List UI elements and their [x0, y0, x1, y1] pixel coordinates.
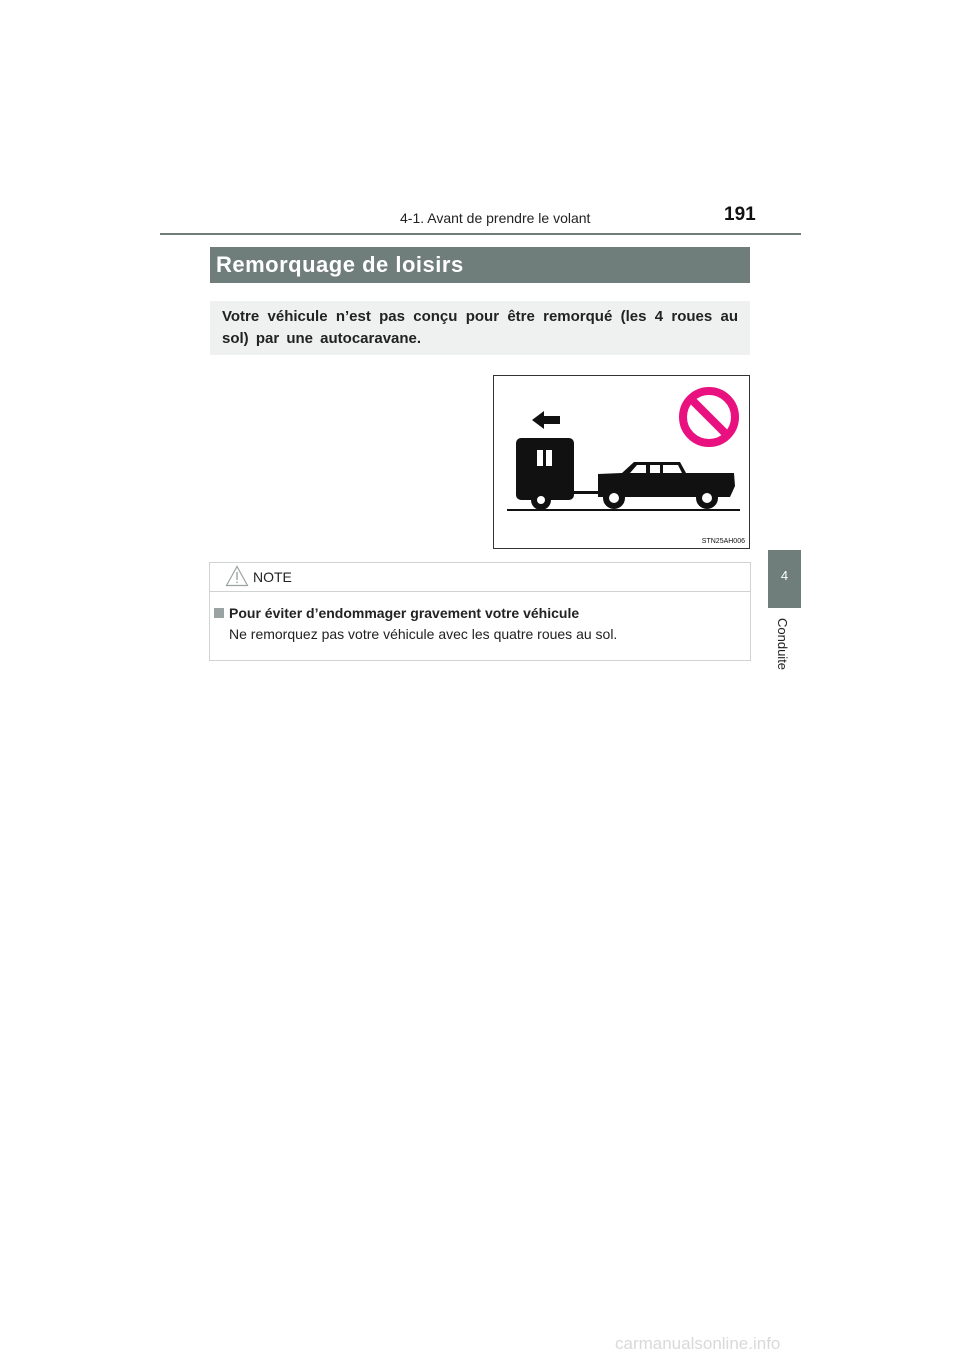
section-title-bar: [210, 247, 750, 283]
figure-code: STN25AH006: [701, 538, 745, 545]
chapter-number: 4: [780, 568, 789, 583]
note-header: [210, 563, 750, 592]
towing-illustration: [493, 375, 750, 549]
note-item-text: Ne remorquez pas votre véhicule avec les quatre roues au sol.: [229, 626, 618, 642]
header-rule: [160, 233, 801, 235]
prohibition-icon: [683, 391, 735, 443]
running-head: 4-1. Avant de prendre le volant: [400, 210, 591, 226]
warning-triangle-icon: [225, 565, 249, 587]
chapter-tab: [768, 550, 801, 608]
chapter-label: Conduite: [775, 618, 790, 671]
motorhome-icon: [516, 438, 598, 510]
note-item-title-text: Pour éviter d’endommager gravement votre véhicule: [229, 605, 580, 621]
intro-text: Votre véhicule n’est pas conçu pour être remorqué (les 4 roues au sol) par une autocaravane.: [222, 308, 738, 347]
pickup-truck-icon: [598, 462, 735, 509]
direction-arrow-icon: [532, 411, 560, 429]
intro-box: [210, 301, 750, 355]
square-bullet-icon: [214, 608, 224, 618]
note-label: NOTE: [253, 569, 292, 585]
page-number: 191: [724, 204, 756, 225]
note-item-title: [214, 605, 579, 621]
watermark: carmanualsonline.info: [615, 1334, 781, 1353]
towing-illustration-svg: [494, 376, 749, 548]
note-box: [209, 562, 751, 661]
section-title: Remorquage de loisirs: [216, 252, 464, 277]
